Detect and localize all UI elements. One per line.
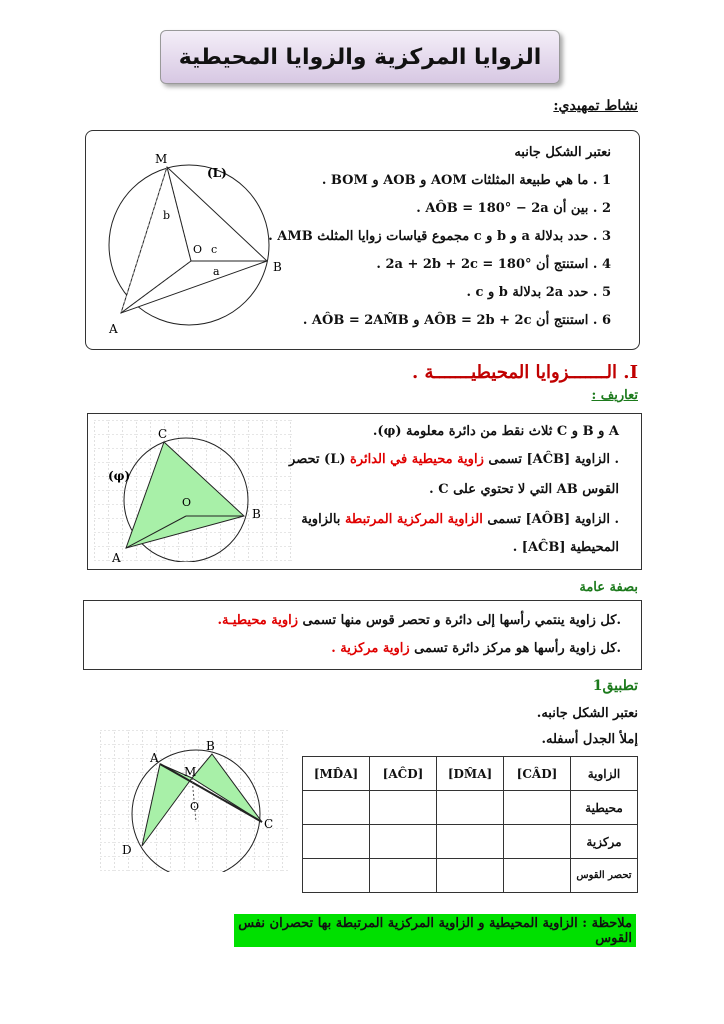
table-header-cell: [AĈD] <box>370 757 437 791</box>
table-cell[interactable] <box>504 859 571 893</box>
table-cell[interactable] <box>303 791 370 825</box>
label-M: M <box>155 152 168 166</box>
activity-line-5: 5 . حدد 2a بدلالة b و c . <box>466 285 611 300</box>
def-line-3: القوس AB التي لا تحتوي على C . <box>429 482 619 497</box>
label-circle-L: (L) <box>207 166 227 180</box>
activity-line-2: 2 . بين أن AÔB = 180° − 2a . <box>416 201 611 216</box>
row-label: تحصر القوس <box>571 859 638 893</box>
table-row <box>303 791 638 825</box>
app-label-A: A <box>150 751 159 765</box>
def-label-circle: (φ) <box>108 469 131 483</box>
table-header-cell: [CÂD] <box>504 757 571 791</box>
def-label-O: O <box>182 496 192 509</box>
activity-line-3: 3 . حدد بدلالة a و b و c مجموع قياسات زوايا المثلث AMB . <box>268 229 611 244</box>
activity-figure <box>101 149 291 339</box>
app-label-B: B <box>206 739 215 753</box>
def-label-B: B <box>252 507 261 521</box>
activity-line-4: 4 . استنتج أن 2a + 2b + 2c = 180° . <box>376 257 611 272</box>
application-table <box>302 756 638 893</box>
def-label-A: A <box>112 551 121 562</box>
application-figure <box>100 730 288 872</box>
page-title: الزوايا المركزية والزوايا المحيطية <box>160 30 560 84</box>
table-cell[interactable] <box>303 825 370 859</box>
table-header-cell: [DM̂A] <box>437 757 504 791</box>
table-cell[interactable] <box>437 859 504 893</box>
table-cell[interactable] <box>504 791 571 825</box>
table-cell[interactable] <box>370 859 437 893</box>
label-b: b <box>163 209 171 222</box>
prelim-heading: نشاط تمهيدي: <box>553 98 638 114</box>
table-cell[interactable] <box>437 825 504 859</box>
definitions-heading: تعاريف : <box>591 388 638 403</box>
table-cell[interactable] <box>504 825 571 859</box>
row-label: محيطية <box>571 791 638 825</box>
def-line-1: A و B و C ثلاث نقط من دائرة معلومة (φ). <box>372 424 619 439</box>
table-cell[interactable] <box>370 825 437 859</box>
definitions-box <box>87 413 642 570</box>
table-cell[interactable] <box>303 859 370 893</box>
app-label-D: D <box>122 843 132 857</box>
general-heading: بصفة عامة <box>579 580 638 595</box>
application-heading: تطبيق1 <box>592 678 638 694</box>
general-box <box>83 600 642 670</box>
def-line-4: . الزاوية [AÔB] تسمى الزاوية المركزية المرتبطة بالزاوية <box>301 512 619 527</box>
label-A: A <box>109 322 118 336</box>
general-line-2: .كل زاوية رأسها هو مركز دائرة تسمى زاوية مركزية . <box>331 641 621 656</box>
app-label-O: O <box>190 800 200 813</box>
label-a: a <box>213 265 220 278</box>
def-label-C: C <box>158 427 168 441</box>
note-banner: ملاحظة : الزاوية المحيطية و الزاوية المركزية المرتبطة بها تحصران نفس القوس <box>234 914 636 947</box>
label-c: c <box>211 243 218 256</box>
label-B: B <box>273 260 282 274</box>
section-title: I. الـــــــزوايا المحيطيـــــــة . <box>412 362 638 383</box>
definitions-figure <box>94 420 294 562</box>
table-cell[interactable] <box>437 791 504 825</box>
def-line-2: . الزاوية [AĈB] تسمى زاوية محيطية في الدائرة (L) تحصر <box>289 452 619 467</box>
activity-box <box>85 130 640 350</box>
application-line-2: إملأ الجدل أسفله. <box>541 732 638 747</box>
general-line-1: .كل زاوية ينتمي رأسها إلى دائرة و تحصر قوس منها تسمى زاوية محيطيـة. <box>217 613 621 628</box>
activity-line-1: 1 . ما هي طبيعة المثلثات AOM و AOB و BOM . <box>321 173 611 188</box>
def-line-5: المحيطية [AĈB] . <box>512 540 619 555</box>
table-header-cell: [MD̂A] <box>303 757 370 791</box>
app-label-M: M <box>184 765 197 779</box>
row-label: مركزية <box>571 825 638 859</box>
activity-intro: نعتبر الشكل جانبه <box>514 145 611 160</box>
table-row <box>303 859 638 893</box>
table-row <box>303 825 638 859</box>
activity-line-6: 6 . استنتج أن AÔB = 2b + 2c و AÔB = 2AM̂B . <box>302 313 611 328</box>
application-line-1: نعتبر الشكل جانبه. <box>536 706 638 721</box>
app-label-C: C <box>264 817 274 831</box>
table-header-cell: الزاوية <box>571 757 638 791</box>
table-header-row <box>303 757 638 791</box>
table-cell[interactable] <box>370 791 437 825</box>
label-O: O <box>193 243 203 256</box>
